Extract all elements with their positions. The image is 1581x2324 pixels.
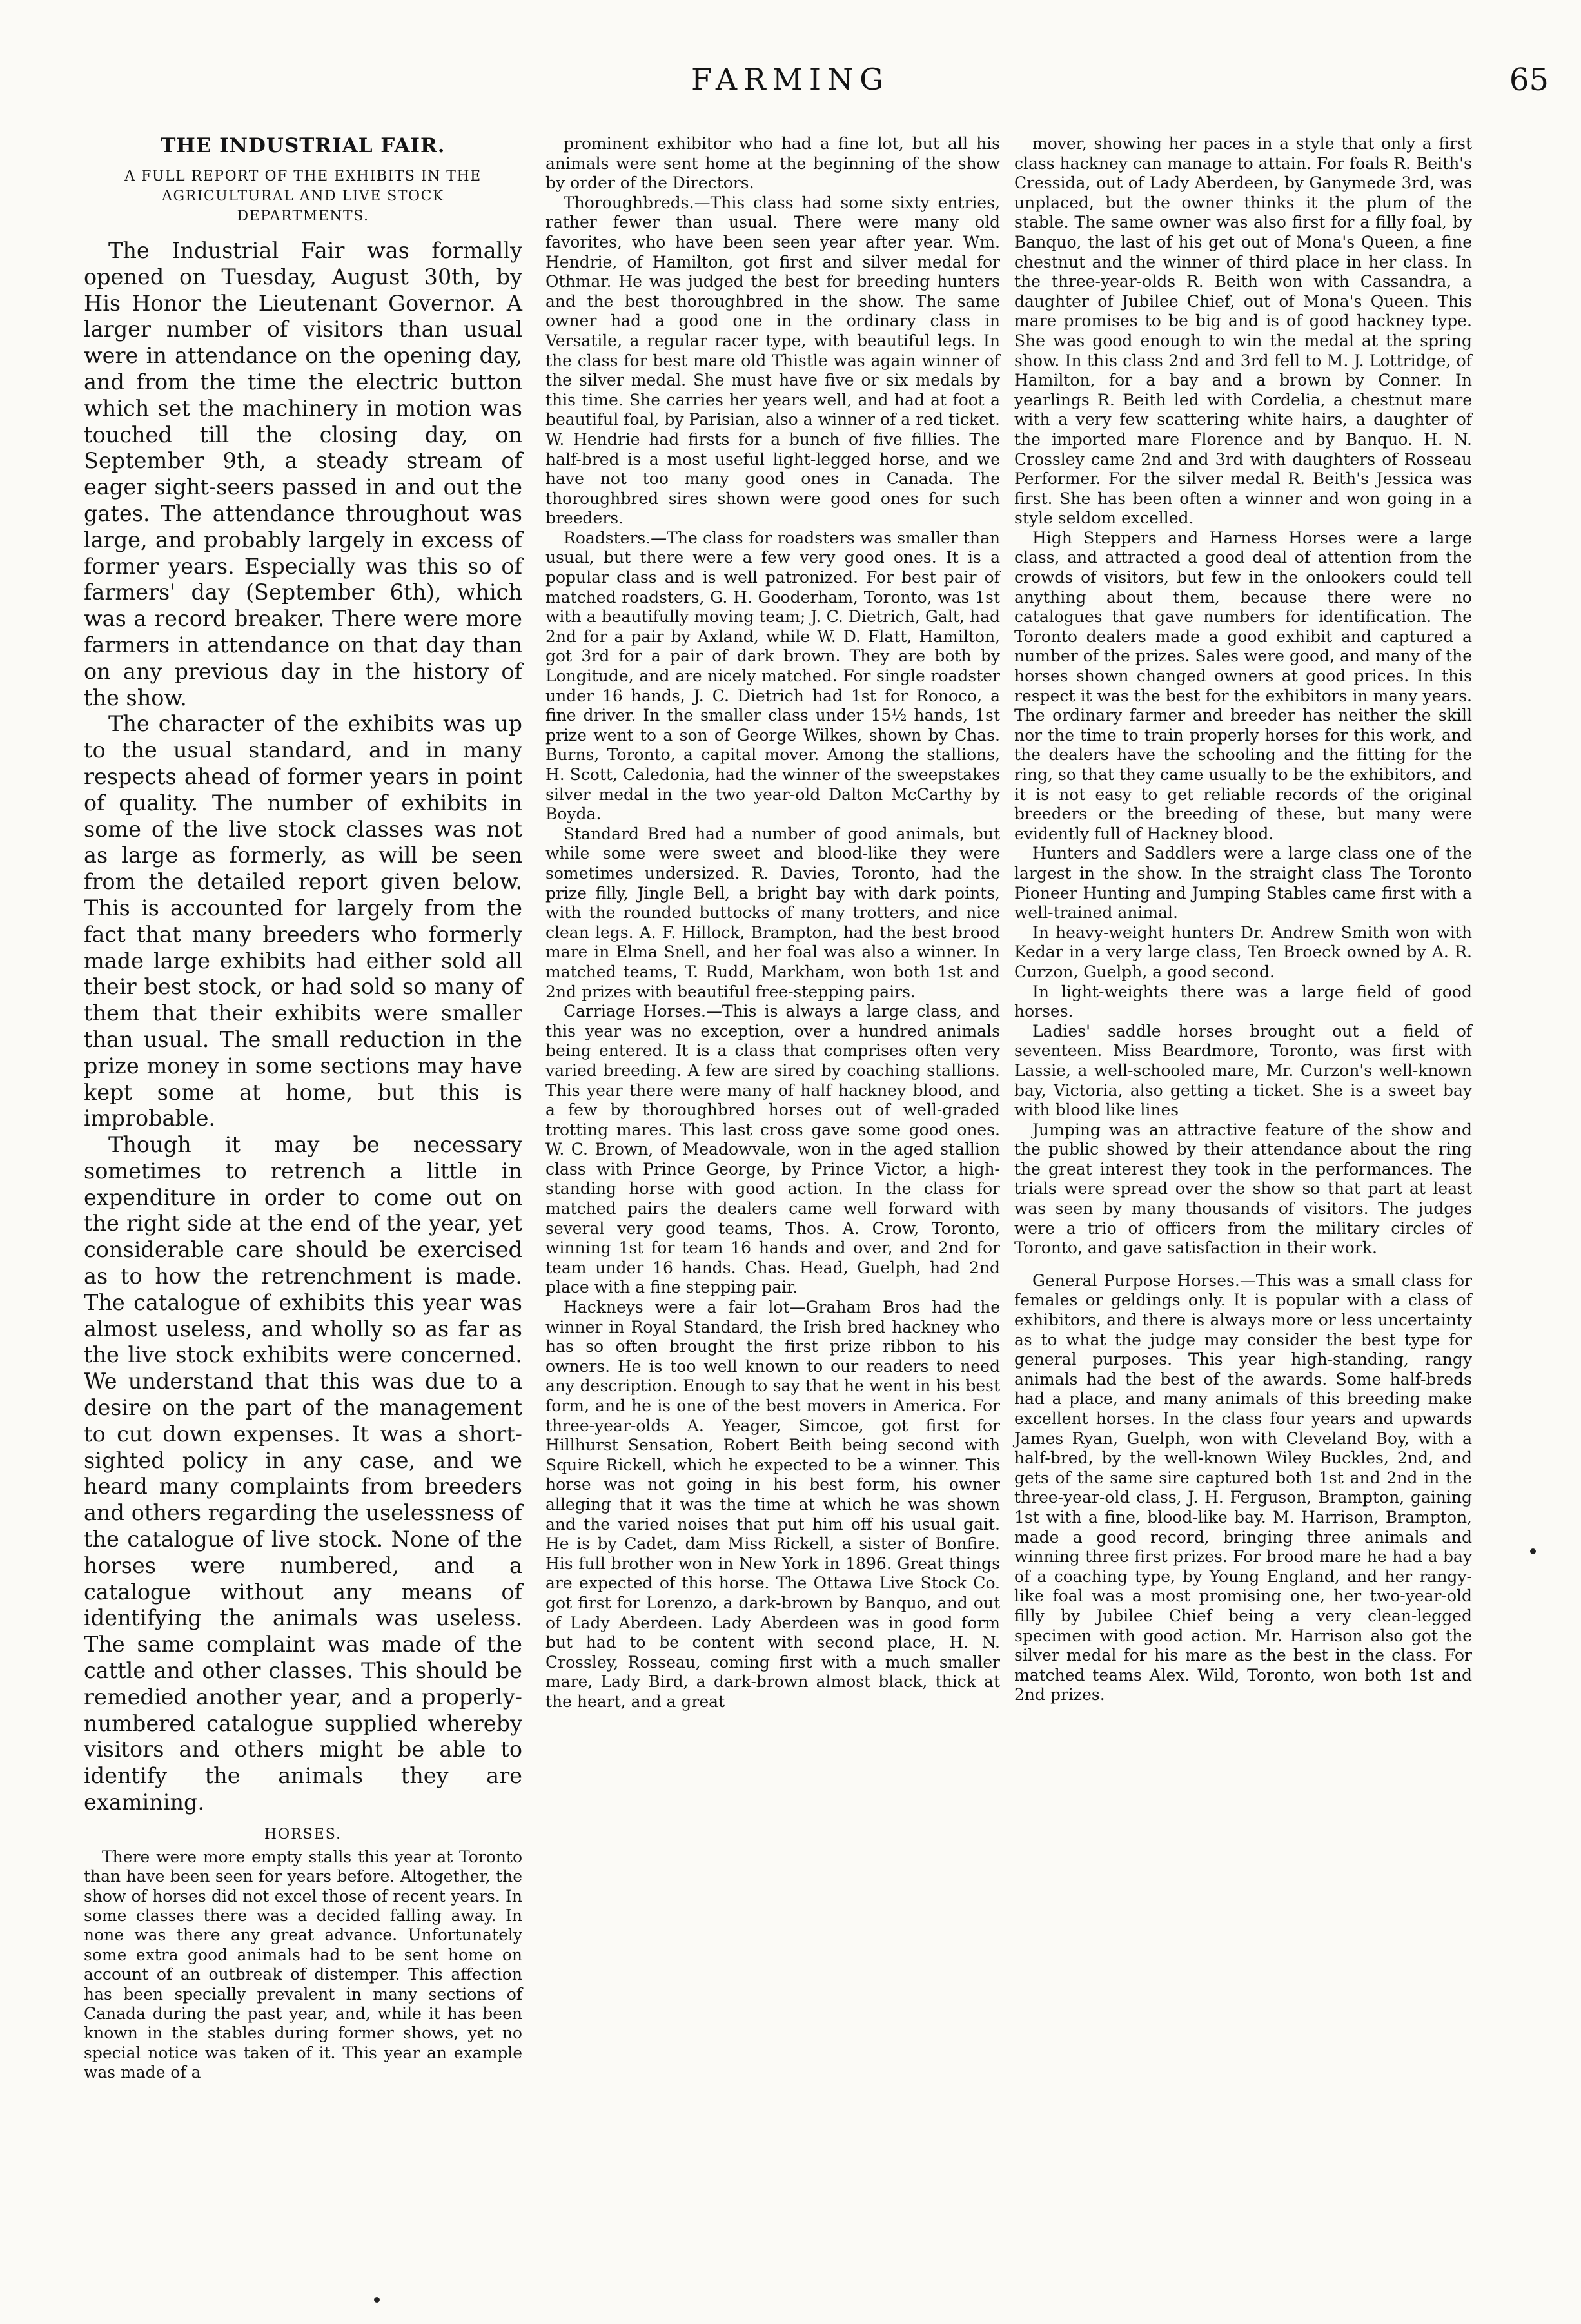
column-3: [1014, 134, 1472, 1705]
paragraph: In heavy-weight hunters Dr. Andrew Smith won with Kedar in a very large class, Ten Broeck owned by A. R. Curzon, Guelph, a good second.: [1014, 923, 1472, 981]
print-speck: [374, 2297, 380, 2303]
spacer: [1014, 1258, 1472, 1271]
paragraph: Though it may be necessary sometimes to retrench a little in expenditure in order to come out on the right side at the end of the year, yet considerable care should be exercised as to how the retrenchment is made. The catalogue of exhibits this year was almost useless, and wholly so as far as the live stock exhibits were concerned. We understand that this was due to a desire on the part of the management to cut down expenses. It was a short-sighted policy in any case, and we heard many complaints from breeders and others regarding the uselessness of the catalogue of live stock. None of the horses were numbered, and a catalogue without any means of identifying the animals was useless. The same complaint was made of the cattle and other classes. This should be remedied another year, and a properly-numbered catalogue supplied whereby visitors and others might be able to identify the animals they are examining.: [84, 1132, 522, 1815]
paragraph-hunters: Hunters and Saddlers were a large class one of the largest in the show. In the straight class The Toronto Pioneer Hunting and Jumping Stables came first with a well-trained animal.: [1014, 844, 1472, 923]
paragraph-general-purpose: General Purpose Horses.—This was a small class for females or geldings only. It is popular with a class of exhibitors, and there is always more or less uncertainty as to what the judge may consider the best type for general purposes. This year high-standing, rangy animals had the best of the awards. Some half-breds had a place, and many animals of this breeding make excellent horses. In the class four years and upwards James Ryan, Guelph, won with Cleveland Boy, with a half-bred, by the well-known Wiley Buckles, 2nd, and gets of the same sire captured both 1st and 2nd in the three-year-old class, J. H. Ferguson, Brampton, gaining 1st with a fine, blood-like bay. M. Harrison, Brampton, made a good record, bringing three animals and winning three first prizes. For brood mare he had a bay of a coaching type, by Young England, and her rangy-like foal was a most promising one, her two-year-old filly by Jubilee Chief being a very clean-legged specimen with good action. Mr. Harrison also got the silver medal for his mare as the best in the class. For matched teams Alex. Wild, Toronto, won both 1st and 2nd prizes.: [1014, 1271, 1472, 1704]
paragraph-thoroughbreds: Thoroughbreds.—This class had some sixty entries, rather fewer than usual. There were many old favorites, who have been seen year after year. Wm. Hendrie, of Hamilton, got first and silver medal for Othmar. He was judged the best for breeding hunters and the best thoroughbred in the show. The same owner had a good one in the ordinary class in Versatile, a regular racer type, with beautiful legs. In the class for best mare old Thistle was again winner of the silver medal. She must have five or six medals by this time. She carries her years well, and had at foot a beautiful foal, by Parisian, also a winner of a red ticket. W. Hendrie had firsts for a bunch of five fillies. The half-bred is a most useful light-legged horse, and we have not too many good ones in Canada. The thoroughbred sires shown were good ones for such breeders.: [545, 193, 1000, 528]
paragraph-high-steppers: High Steppers and Harness Horses were a large class, and attracted a good deal of attention from the crowds of visitors, but few in the onlookers could tell anything about them, because there were no catalogues that gave numbers for identification. The Toronto dealers made a good exhibit and captured a number of the prizes. Sales were good, and many of the horses shown changed owners at good prices. In this respect it was the best for the exhibitors in many years. The ordinary farmer and breeder has neither the skill nor the time to train properly horses for this work, and the dealers have the schooling and the fitting for the ring, so that they came usually to be the exhibitors, and it is not easy to get reliable records of the original breeders or the breeding of these, but many were evidently full of Hackney blood.: [1014, 528, 1472, 843]
section-heading-horses: HORSES.: [264, 1826, 342, 1842]
paragraph-carriage-horses: Carriage Horses.—This is always a large class, and this year was no exception, over a hundred animals being entered. It is a class that comprises often very varied breeding. A few are sired by coaching stallions. This year there were many of half hackney blood, and a few by thoroughbred horses out of well-graded trotting mares. This last cross gave some good ones. W. C. Brown, of Meadowvale, won in the aged stallion class with Prince George, by Prince Victor, a high-standing horse with good action. In the class for matched pairs the dealers came well forward with several very good teams, Thos. A. Crow, Toronto, winning 1st for team 16 hands and over, and 2nd for team under 16 hands. Chas. Head, Guelph, had 2nd place with a fine stepping pair.: [545, 1002, 1000, 1297]
paragraph-roadsters: Roadsters.—The class for roadsters was smaller than usual, but there were a few very good ones. It is a popular class and is well patronized. For best pair of matched roadsters, G. H. Gooderham, Toronto, was 1st with a beautifully moving team; J. C. Dietrich, Galt, had 2nd for a pair by Axland, while W. D. Flatt, Hamilton, got 3rd for a pair of dark brown. They are both by Longitude, and are nicely matched. For single roadster under 16 hands, J. C. Dietrich had 1st for Ronoco, a fine driver. In the smaller class under 15½ hands, 1st prize went to a son of George Wilkes, shown by Chas. Burns, Toronto, a capital mover. Among the stallions, H. Scott, Caledonia, had the winner of the sweepstakes silver medal in the two year-old Dalton McCarthy by Boyda.: [545, 528, 1000, 824]
paragraph: In light-weights there was a large field of good horses.: [1014, 982, 1472, 1021]
page-number: 65: [1509, 62, 1549, 98]
article-subtitle: A FULL REPORT OF THE EXHIBITS IN THE AGRICULTURAL AND LIVE STOCK DEPARTMENTS.: [124, 168, 482, 224]
article-title: THE INDUSTRIAL FAIR.: [161, 134, 446, 157]
paragraph: Ladies' saddle horses brought out a field of seventeen. Miss Beardmore, Toronto, was first with Lassie, a well-schooled mare, Mr. Curzon's well-known bay, Victoria, also getting a ticket. She is a sweet bay with blood like lines: [1014, 1021, 1472, 1120]
running-head: [0, 62, 1581, 107]
paragraph: There were more empty stalls this year at Toronto than have been seen for years before. Altogether, the show of horses did not excel those of recent years. In some classes there was a decided falling away. In none was there any great advance. Unfortunately some extra good animals had to be sent home on account of an outbreak of distemper. This affection has been specially prevalent in many sections of Canada during the past year, and, while it has been known in the stables during former shows, yet no special notice was taken of it. This year an example was made of a: [84, 1847, 522, 2082]
paragraph: The character of the exhibits was up to the usual standard, and in many respects ahead of former years in point of quality. The number of exhibits in some of the live stock classes was not as large as formerly, as will be seen from the detailed report given below. This is accounted for largely from the fact that many breeders who formerly made large exhibits had either sold all their best stock, or had sold so many of them that their exhibits were smaller than usual. The small reduction in the prize money in some sections may have kept some at home, but this is improbable.: [84, 711, 522, 1131]
paragraph-hackneys: Hackneys were a fair lot—Graham Bros had the winner in Royal Standard, the Irish bred hackney who has so often brought the first prize ribbon to his owners. He is too well known to our readers to need any description. Enough to say that he went in his best form, and he is one of the best movers in America. For three-year-olds A. Yeager, Simcoe, got first for Hillhurst Sensation, Robert Beith being second with Squire Rickell, which he expected to be a winner. This horse was not going in his best form, his owner alleging that it was the time at which he was shown and the varied noises that put him off his usual gait. He is by Cadet, dam Miss Rickell, a sister of Bonfire. His full brother won in New York in 1896. Great things are expected of this horse. The Ottawa Live Stock Co. got first for Lorenzo, a dark-brown by Banquo, and out of Lady Aberdeen. Lady Aberdeen was in good form but had to be content with second place, H. N. Crossley, Rosseau, coming first with a much smaller mare, Lady Bird, a dark-brown almost black, thick at the heart, and a great: [545, 1298, 1000, 1711]
paragraph: mover, showing her paces in a style that only a first class hackney can manage to attain. For foals R. Beith's Cressida, out of Lady Aberdeen, by Ganymede 3rd, was unplaced, but the owner thinks it the plum of the stable. The same owner was also first for a filly foal, by Banquo, the last of his get out of Mona's Queen, a fine chestnut and the winner of third place in her class. In the three-year-olds R. Beith won with Cassandra, a daughter of Jubilee Chief, out of Mona's Queen. This mare promises to be big and is of good hackney type. She was good enough to win the medal at the spring show. In this class 2nd and 3rd fell to M. J. Lottridge, of Hamilton, for a bay and a brown by Conner. In yearlings R. Beith led with Cordelia, a chestnut mare with a very few scattering white hairs, a daughter of the imported mare Florence and by Banquo. H. N. Crossley came 2nd and 3rd with daughters of Rosseau Performer. For the silver medal R. Beith's Jessica was first. She has been often a winner and won going in a style seldom excelled.: [1014, 134, 1472, 528]
journal-title: FARMING: [691, 62, 890, 97]
paragraph: prominent exhibitor who had a fine lot, but all his animals were sent home at the beginning of the show by order of the Directors.: [545, 134, 1000, 193]
column-2: [545, 134, 1000, 1712]
print-speck: [1530, 1548, 1536, 1554]
column-1: [84, 134, 522, 2083]
paragraph-jumping: Jumping was an attractive feature of the show and the public showed by their attendance about the ring the great interest they took in the performances. The trials were spread over the show so that part at least was seen by many thousands of visitors. The judges were a trio of officers from the military circles of Toronto, and gave satisfaction in their work.: [1014, 1120, 1472, 1258]
paragraph: The Industrial Fair was formally opened on Tuesday, August 30th, by His Honor the Lieutenant Governor. A larger number of visitors than usual were in attendance on the opening day, and from the time the electric button which set the machinery in motion was touched till the closing day, on September 9th, a steady stream of eager sight-seers passed in and out the gates. The attendance throughout was large, and probably largely in excess of former years. Especially was this so of farmers' day (September 6th), which was a record breaker. There were more farmers in attendance on that day than on any previous day in the history of the show.: [84, 238, 522, 710]
paragraph-standard-bred: Standard Bred had a number of good animals, but while some were sweet and blood-like they were sometimes undersized. R. Davies, Toronto, had the prize filly, Jingle Bell, a bright bay with dark points, with the rounded buttocks of many trotters, and nice clean legs. A. F. Hillock, Brampton, had the best brood mare in Elma Snell, and her foal was also a winner. In matched teams, T. Rudd, Markham, won both 1st and 2nd prizes with beautiful free-stepping pairs.: [545, 824, 1000, 1001]
